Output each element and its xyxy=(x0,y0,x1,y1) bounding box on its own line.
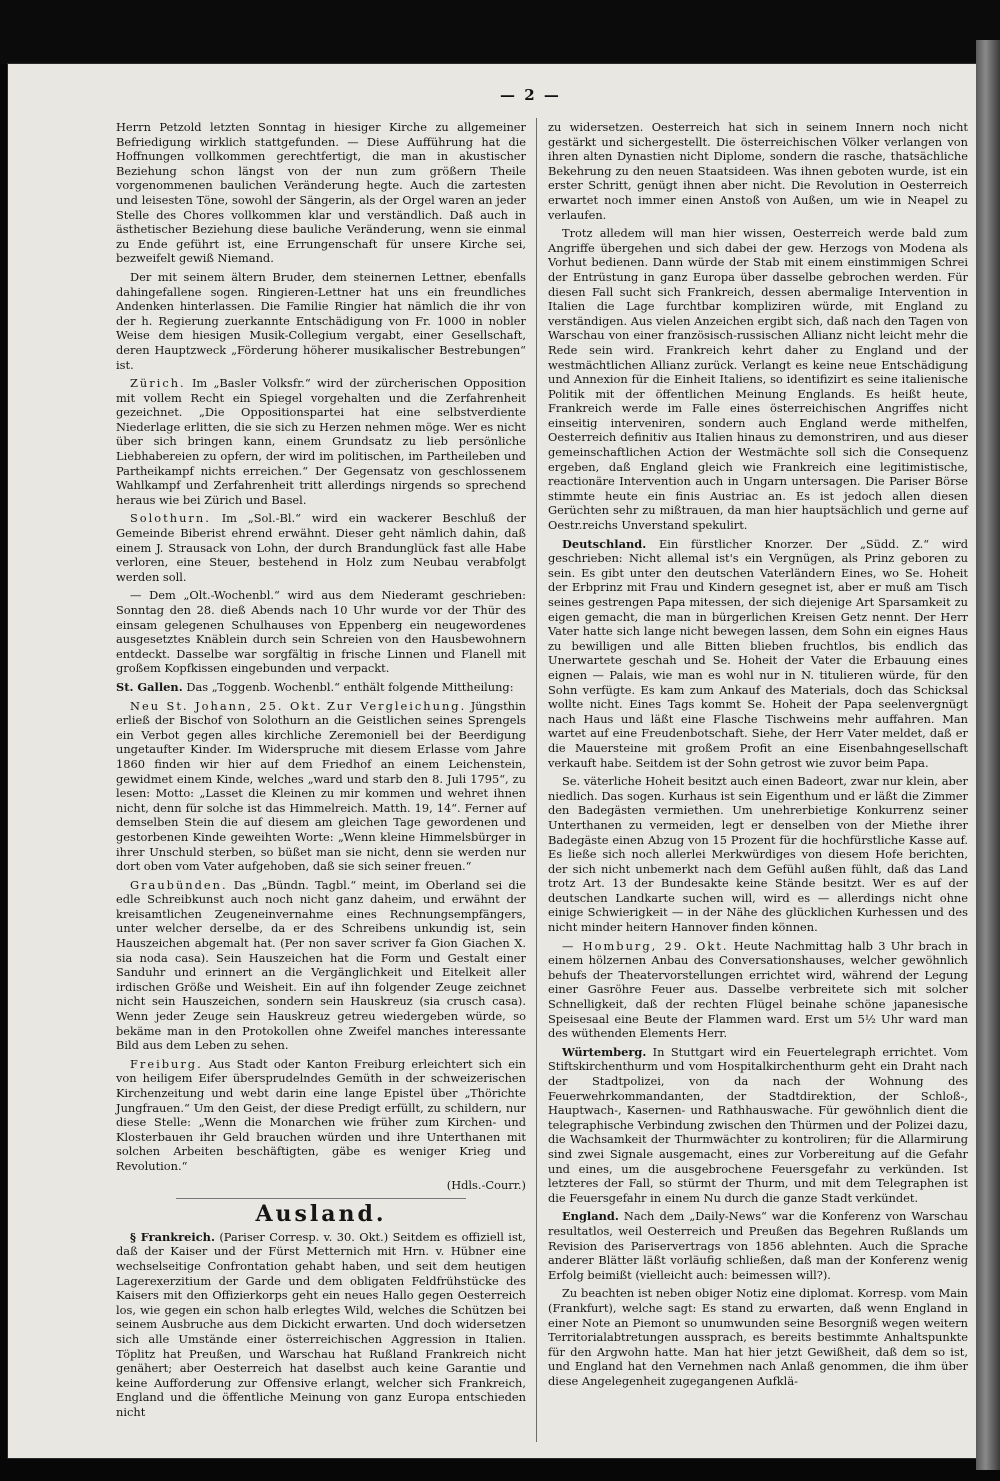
news-text: Nach dem „Daily-News“ war die Konferenz von Warschau resultatlos, weil Oesterreich und Preußen das Begehren Rußlands um Revision des Pariservertrags von 1856 ablehnten. Auch die Sprache anderer Blätter läßt vorläufig schließen, daß man der Konferenz wenig Erfolg beimißt (vielleicht auch: beimessen will?). xyxy=(548,1209,968,1282)
news-item-freiburg xyxy=(116,1057,526,1174)
news-text: Heute Nachmittag halb 3 Uhr brach in einem hölzernen Anbau des Conversationshauses, welcher gewöhnlich behufs der Theatervorstellungen errichtet wird, während der Legung einer Gasröhre Feuer aus. Dasselbe verbreitete sich mit solcher Schnelligkeit, daß der rechten Flügel beinahe schöne japanesische Speisesaal eine Beute der Flammen ward. Erst um 5½ Uhr ward man des wüthenden Elements Herr. xyxy=(548,938,969,1041)
column-divider xyxy=(536,118,537,1442)
dateline: Freiburg. xyxy=(130,1056,203,1071)
news-text: In Stuttgart wird ein Feuertelegraph errichtet. Vom Stiftskirchenthurm und vom Hospitalkirchenthurm geht ein Draht nach der Stadtpolizei, von da nach der Wohnung des Feuerwehrkommandanten, der Stadtdirektion, der Schloß-, Hauptwach-, Kasernen- und Rathhauswache. Für gewöhnlich dient die telegraphische Verbindung zwischen den Thürmen und der Polizei dazu, die Wachsamkeit der Thurmwächter zu kontroliren; für die Allarmirung sind zwei Signale ausgemacht, eines zur Vorbereitung auf die Gefahr und eines, um die ausgebrochene Feuersgefahr zu verkünden. Ist letzteres der Fall, so stürmt der Thurm, und mit dem Telegraphen ist die Feuersgefahr in einem Nu durch die ganze Stadt verkündet. xyxy=(548,1044,968,1205)
dateline: England. xyxy=(562,1209,619,1224)
news-text: Jüngsthin erließ der Bischof von Solothurn an die Geistlichen seines Sprengels ein Verbot gegen alles kirchliche Zeremoniell bei der Beerdigung ungetaufter Kinder. Im Widerspruche mit diesem Erlasse vom Jahre 1860 finden wir hier auf dem Friedhof an einem Leichenstein, gewidmet einem Kinde, welches „ward und starb den 8. Juli 1795“, zu lesen: Motto: „Lasset die Kleinen zu mir kommen und wehret ihnen nicht, denn für solche ist das Himmelreich. Matth. 19, 14“. Ferner auf demselben Stein die auf diesem am gleichen Tage gewordenen und gestorbenen Kinde geweihten Worte: „Wenn kleine Himmelsbürger in ihrer Unschuld sterben, so büßet man sie nicht, denn sie werden nur dort oben vom Vater aufgehoben, daß sie sich seiner freuen.“ xyxy=(116,698,526,874)
page-number: — 2 — xyxy=(500,86,561,104)
scan-right-border xyxy=(976,40,1000,1470)
dateline: St. Gallen. xyxy=(116,679,183,694)
article-paragraph: Der mit seinem ältern Bruder, dem steinernen Lettner, ebenfalls dahingefallene sogen. Ringieren-Lettner hat uns ein freundliches Andenken hinterlassen. Die Familie Ringier hat nämlich die ihr von der h. Regierung zuerkannte Entschädigung von Fr. 1000 in nobler Weise dem hiesigen Musik-Collegium vergabt, einer Gesellschaft, deren Hauptzweck „Förderung höherer musikalischer Bestrebungen“ ist. xyxy=(116,269,526,372)
news-item-solothurn xyxy=(116,511,526,584)
news-item-johann xyxy=(116,699,526,874)
article-paragraph: Herrn Petzold letzten Sonntag in hiesiger Kirche zu allgemeiner Befriedigung wirklich stattgefunden. — Diese Aufführung hat die Hoffnungen vollkommen gerechtfertigt, die man in akustischer Beziehung schon längst von der nun zum größern Theile vorgenommenen baulichen Veränderung hegte. Auch die zartesten und leisesten Töne, sowohl der Sängerin, als der Orgel waren an jeder Stelle des Chores vollkommen klar und verständlich. Daß auch in ästhetischer Beziehung diese bauliche Veränderung, wenn sie einmal zu Ende geführt ist, eine Errungenschaft für unsere Kirche sei, bezweifelt gewiß Niemand. xyxy=(116,120,526,266)
scan-top-border xyxy=(0,0,1000,64)
news-text: Im „Sol.-Bl.“ wird ein wackerer Beschluß der Gemeinde Biberist ehrend erwähnt. Dieser geht nämlich dahin, daß einem J. Strausack von Lohn, der durch Brandunglück fast alle Habe verloren, eine Steuer, bestehend in Holz zum Neubau verabfolgt werden soll. xyxy=(116,511,526,584)
source-credit: (Hdls.-Courr.) xyxy=(446,1177,526,1192)
news-item-homburg xyxy=(548,939,968,1041)
dateline: Deutschland. xyxy=(562,536,647,551)
news-item-frankreich xyxy=(116,1230,526,1420)
article-paragraph: zu widersetzen. Oesterreich hat sich in seinem Innern noch nicht gestärkt und sichergestellt. Die österreichischen Völker verlangen von ihren alten Dynastien nicht Diplome, sondern die rasche, thatsächliche Bekehrung zu den neuen Staatsideen. Was ihnen geboten wurde, ist ein erster Schritt, genügt ihnen aber nicht. Die Revolution in Oesterreich erwartet noch immer einen Anstoß von Außen, um wie in Neapel zu verlaufen. xyxy=(548,120,968,222)
dateline: Graubünden. xyxy=(130,877,228,892)
news-text: Aus Stadt oder Kanton Freiburg erleichtert sich ein von heiligem Eifer übersprudelndes Gemüth in der schweizerischen Kirchenzeitung und webt darin eine lange Epistel über „Thörichte Jungfrauen.“ Um den Geist, der diese Predigt erfüllt, zu schildern, nur diese Stelle: „Wenn die Monarchen wie früher zum Kirchen- und Klosterbauen ihr Geld brauchen würden und ihre Unterthanen mit solchen Arbeiten beschäftigten, gäbe es weniger Krieg und Revolution.“ xyxy=(116,1056,527,1173)
news-source: (Pariser Corresp. v. 30. Okt.) xyxy=(219,1229,389,1244)
news-item-stgallen xyxy=(116,680,526,695)
news-text: Seitdem es offiziell ist, daß der Kaiser und der Fürst Metternich mit Hrn. v. Hübner eine wechselseitige Confrontation gehabt haben, und seit dem heutigen Lagerexerzitium der Garde und dem obligaten Feldfrühstücke des Kaisers mit den Offizierkorps geht ein neues Hallo gegen Oesterreich los, wie gegen ein schon halb erlegtes Wild, welches die Schützen bei seinem Ausbruche aus dem Dickicht erwarten. Und doch widersetzen sich alle Umstände einer österreichischen Aggression in Italien. Töplitz hat Preußen, und Warschau hat Rußland Frankreich nicht genähert; aber Oesterreich hat daselbst auch keine Garantie und keine Aufforderung zur Offensive erlangt, welcher sich Frankreich, England und die öffentliche Meinung von ganz Europa entschieden nicht xyxy=(116,1229,526,1419)
article-paragraph: Zu beachten ist neben obiger Notiz eine diplomat. Korresp. vom Main (Frankfurt), welche sagt: Es stand zu erwarten, daß wenn England in einer Note an Piemont so unumwunden seine Besorgniß wegen weitern Territorialabtretungen aussprach, es bereits bestimmte Anhaltspunkte für den Argwohn hatte. Man hat hier jetzt Gewißheit, daß dem so ist, und England hat den Vernehmen nach Anlaß genommen, die ihm über diese Angelegenheit zugegangenen Aufklä- xyxy=(548,1286,968,1388)
news-subhead: Zur Vergleichung. xyxy=(327,698,467,713)
news-text: Im „Basler Volksfr.“ wird der zürcherischen Opposition mit vollem Recht ein Spiegel vorgehalten und die Zerfahrenheit gezeichnet. „Die Oppositionspartei hat eine selbstverdiente Niederlage erlitten, die sie sich zu Herzen nehmen möge. Wer es nicht über sich bringen kann, einem Grundsatz zu lieb persönliche Liebhabereien zu opfern, der wird im politischen, im Partheileben und Partheikampf nichts erreichen.“ Der Gegensatz von geschlossenem Wahlkampf und Zerfahrenheit tritt allerdings nirgends so sprechend heraus wie bei Zürich und Basel. xyxy=(116,376,526,507)
dateline: Neu St. Johann, 25. Okt. xyxy=(130,698,323,713)
news-text: Das „Bündn. Tagbl.“ meint, im Oberland sei die edle Schreibkunst auch noch nicht ganz daheim, und erwähnt der kreisamtlichen Zeugeneinvernahme eines Rechnungsempfängers, unter welcher derselbe, da er des Schreibens unkundig ist, sein Hauszeichen abgemalt hat. (Per non saver scriver fa Gion Giachen X. sia noda casa). Sein Hauszeichen hat die Form und Gestalt einer Sanduhr und erinnert an die Vergänglichkeit und Eitelkeit aller irdischen Größe und Weisheit. Ein auf ihn folgender Zeuge zeichnet nicht sein Hauszeichen, sondern sein Hauskreuz (sia crusch casa). Wenn jeder Zeuge sein Hauskreuz getreu wiedergeben würde, so bekäme man in den Protokollen ohne Zweifel manches interessante Bild aus dem Leben zu sehen. xyxy=(116,877,526,1053)
news-text: Ein fürstlicher Knorzer. Der „Südd. Z.“ wird geschrieben: Nicht allemal ist's ein Vergnügen, als Prinz geboren zu sein. Es gibt unter den deutschen Vaterländern Eines, wo Se. Hoheit der Erbprinz mit Frau und Kindern gesegnet ist, aber er muß am Tisch seines gestrengen Papa mitessen, der sich diejenige Art Sparsamkeit zu eigen gemacht, die man in bürgerlichen Kreisen Getz nennt. Der Herr Vater hatte sich lange nicht bewegen lassen, dem Sohn ein eignes Haus zu bewilligen und alle Bitten blieben fruchtlos, bis endlich das Unerwartete geschah und Se. Hoheit der Vater die Erbauung eines eignen — Palais, wie man es wohl nur in N. titulieren würde, für den Sohn verfügte. Es kam zum Ankauf des Materials, doch das Schicksal wollte nicht. Eines Tags kommt Se. Hoheit der Papa seelenvergnügt nach Haus und läßt eine Flasche Tischweins mehr auffahren. Man wartet auf eine Freudenbotschaft. Siehe, der Herr Vater meldet, daß er die Mauersteine mit großem Profit an eine Eisenbahngesellschaft verkauft habe. Seitdem ist der Sohn getrost wie zuvor beim Papa. xyxy=(548,536,968,770)
article-paragraph: — Dem „Olt.-Wochenbl.“ wird aus dem Niederamt geschrieben: Sonntag den 28. dieß Abends nach 10 Uhr wurde vor der Thür des einsam gelegenen Schulhauses von Eppenberg ein neugewordenes ausgesetztes Knäblein durch sein Schreien von den Hausbewohnern entdeckt. Dasselbe war sorgfältig in frische Linnen und Flanell mit großem Kopfkissen eingebunden und verpackt. xyxy=(116,588,526,676)
left-column xyxy=(116,120,526,1450)
dateline: — Homburg, 29. Okt. xyxy=(562,938,729,953)
news-item-england xyxy=(548,1209,968,1282)
right-column xyxy=(548,120,968,1450)
dateline: § Frankreich. xyxy=(130,1229,215,1244)
article-paragraph: Se. väterliche Hoheit besitzt auch einen Badeort, zwar nur klein, aber niedlich. Das sogen. Kurhaus ist sein Eigenthum und er läßt die Zimmer den Badegästen vermiethen. Um unehrerbietige Konkurrenz seiner Unterthanen zu vermeiden, legt er denselben von der Miethe ihrer Badegäste einen Abzug von 15 Prozent für die hochfürstliche Kasse auf. Es ließe sich noch allerlei Merkwürdiges von diesem Hofe berichten, der sich nicht unbemerkt nach dem Gefühl außen fühlt, daß das Land trotz Art. 13 der Bundesakte keine Stände besitzt. Wer es auf der deutschen Landkarte suchen will, wird es — allerdings nicht ohne einige Schwierigkeit — in der Nähe des glücklichen Kurhessen und des nicht minder heitern Hannover finden können. xyxy=(548,774,968,935)
dateline: Würtemberg. xyxy=(562,1044,647,1059)
news-item-wuerttemberg xyxy=(548,1045,968,1206)
news-item-deutschland xyxy=(548,537,968,771)
section-rule xyxy=(176,1198,466,1199)
news-item-graubuenden xyxy=(116,878,526,1053)
article-paragraph: Trotz alledem will man hier wissen, Oesterreich werde bald zum Angriffe übergehen und sich dabei der gew. Herzogs von Modena als Vorhut bedienen. Dann würde der Stab mit einem einstimmigen Schrei der Entrüstung in ganz Europa über dasselbe gebrochen werden. Für diesen Fall sucht sich Frankreich, dessen abermalige Intervention in Italien die Lage furchtbar kompliziren würde, mit England zu verständigen. Aus vielen Anzeichen ergibt sich, daß nach den Tagen von Warschau von einer französisch-russischen Allianz nicht leicht mehr die Rede sein wird. Frankreich kehrt daher zu England und der westmächtlichen Allianz zurück. Verlangt es keine neue Entschädigung und Annexion für die Einheit Italiens, so identifizirt es seine italienische Politik mit der öffentlichen Meinung Englands. Es heißt heute, Frankreich werde im Falle eines österreichischen Angriffes nicht einseitig interveniren, sondern auch England werde mithelfen, Oesterreich definitiv aus Italien hinaus zu demonstriren, und aus dieser gemeinschaftlichen Action der Westmächte soll sich die Consequenz ergeben, daß England gleich wie Frankreich eine legitimistische, reactionäre Intervention auch in Ungarn untersagen. Die Pariser Börse stimmte heute ein finis Austriac an. Es ist jedoch allen diesen Gerüchten sehr zu mißtrauen, da man hier hauptsächlich und gerne auf Oestr.reichs Unverstand spekulirt. xyxy=(548,226,968,533)
dateline: Solothurn. xyxy=(130,511,211,526)
dateline: Zürich. xyxy=(130,376,186,391)
news-item-zurich xyxy=(116,376,526,507)
news-text: Das „Toggenb. Wochenbl.“ enthält folgende Mittheilung: xyxy=(186,679,514,694)
section-heading: Ausland. xyxy=(255,1201,387,1228)
